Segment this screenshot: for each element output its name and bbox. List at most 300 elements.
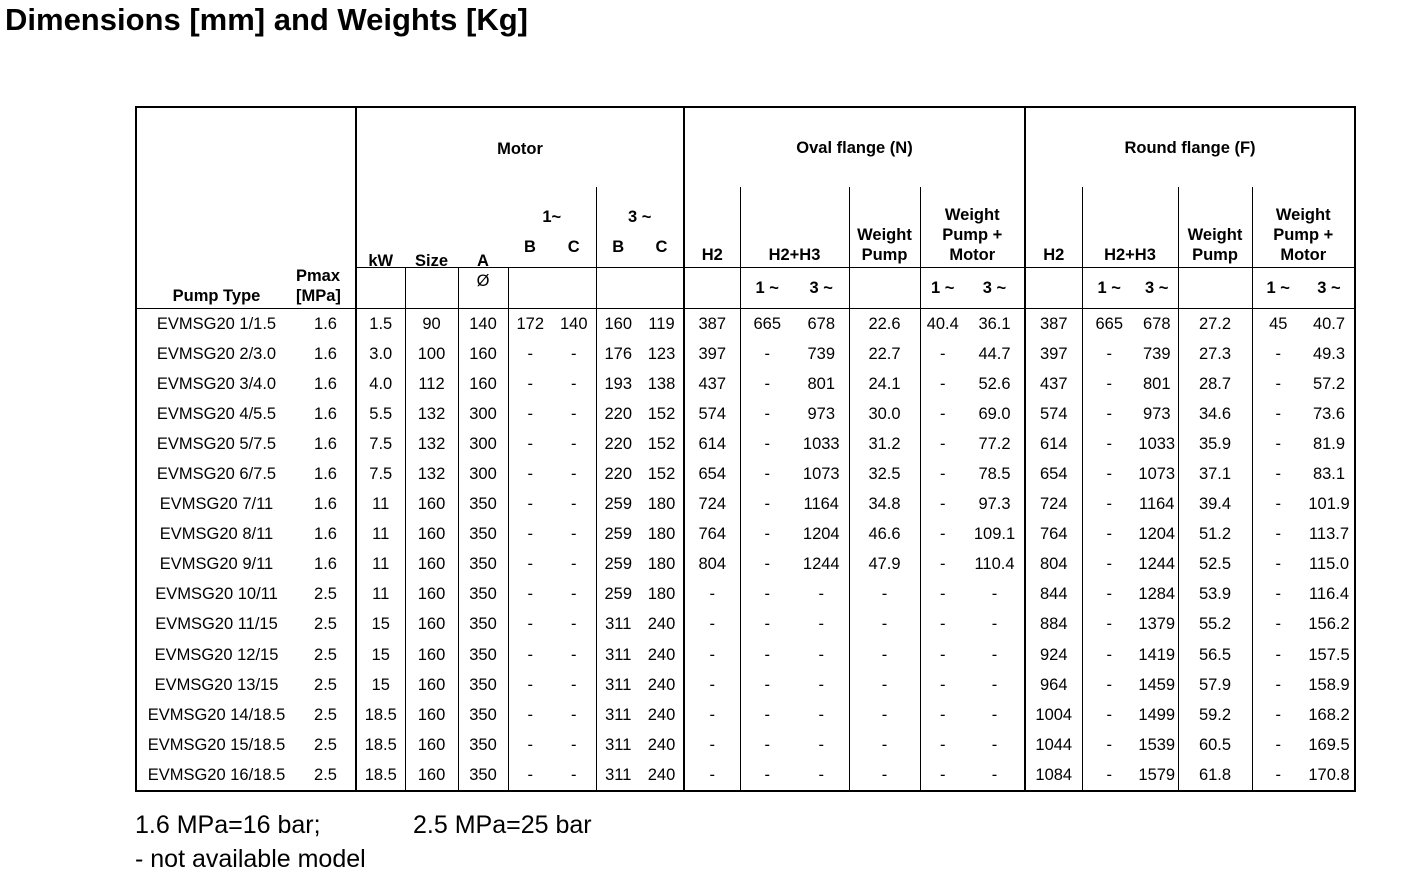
- cell-oval-h2h3-3: 1164: [803, 495, 839, 514]
- cell-round-h2h3-1: -: [1082, 730, 1136, 760]
- cell-round-h2h3-1: -: [1082, 399, 1136, 429]
- cell-b-1phase: -: [508, 549, 552, 579]
- cell-oval-wpm-1: -: [920, 519, 965, 549]
- cell-kw: 5.5: [356, 399, 405, 429]
- table-row: [136, 489, 1355, 519]
- cell-round-h2h3-1: -: [1082, 609, 1136, 639]
- cell-b-3phase: 311: [596, 700, 640, 730]
- note-not-available: - not available model: [135, 845, 366, 873]
- cell-oval-wpm-3: 78.5: [978, 465, 1011, 484]
- cell-c-3phase: 240: [647, 765, 676, 784]
- cell-round-weight-pump: 39.4: [1178, 489, 1252, 519]
- cell-c-3phase: 123: [647, 344, 676, 363]
- header-oval-weight-pump-motor: Weight Pump + Motor: [920, 187, 1025, 267]
- cell-oval-weight-pump: -: [849, 609, 920, 639]
- cell-oval-wpm-1: -: [920, 579, 965, 609]
- cell-b-3phase: 259: [596, 549, 640, 579]
- cell-round-wpm-1: 45: [1252, 308, 1304, 339]
- header-pmax-label: Pmax: [296, 266, 341, 285]
- cell-pump-type: EVMSG20 10/11: [155, 585, 278, 604]
- cell-pmax: 2.5: [314, 585, 337, 604]
- table-row: [136, 700, 1355, 730]
- cell-round-wpm-1: -: [1252, 609, 1304, 639]
- cell-a: 350: [458, 640, 508, 670]
- cell-b-1phase: -: [508, 579, 552, 609]
- header-pump-type: Pump Type: [172, 286, 261, 305]
- cell-c-3phase: 240: [647, 675, 676, 694]
- cell-round-h2h3-3: 1284: [1138, 585, 1176, 604]
- cell-round-h2: 1044: [1025, 730, 1082, 760]
- cell-pmax: 1.6: [314, 344, 337, 363]
- header-motor-1phase-b: B: [524, 237, 536, 256]
- cell-size: 132: [405, 459, 458, 489]
- cell-b-1phase: -: [508, 519, 552, 549]
- cell-b-3phase: 311: [596, 609, 640, 639]
- cell-size: 160: [405, 760, 458, 791]
- cell-oval-wpm-1: -: [920, 760, 965, 791]
- cell-pump-type: EVMSG20 3/4.0: [156, 374, 277, 393]
- cell-oval-wpm-1: -: [920, 489, 965, 519]
- cell-round-weight-pump: 53.9: [1178, 579, 1252, 609]
- header-motor-1phase-c: C: [567, 237, 580, 256]
- cell-round-h2h3-1: -: [1082, 700, 1136, 730]
- cell-oval-h2: -: [684, 730, 740, 760]
- cell-pmax: 2.5: [314, 705, 337, 724]
- cell-kw: 3.0: [356, 339, 405, 369]
- header-pmax: [296, 107, 356, 308]
- cell-round-h2: 804: [1025, 549, 1082, 579]
- cell-pmax: 1.6: [314, 434, 337, 453]
- cell-round-wpm-3: 156.2: [1308, 615, 1350, 634]
- cell-c-3phase: 180: [647, 585, 676, 604]
- cell-round-h2h3-3: 801: [1142, 374, 1171, 393]
- cell-c-3phase: 152: [647, 434, 676, 453]
- cell-kw: 18.5: [356, 700, 405, 730]
- cell-round-h2: 437: [1025, 369, 1082, 399]
- cell-size: 160: [405, 700, 458, 730]
- cell-oval-h2h3-3: -: [818, 705, 824, 724]
- cell-pmax: 2.5: [314, 765, 337, 784]
- cell-pump-type: EVMSG20 6/7.5: [156, 465, 277, 484]
- cell-size: 160: [405, 579, 458, 609]
- cell-c-3phase: 180: [647, 555, 676, 574]
- header-oval-wpm-3: 3 ~: [965, 267, 1025, 308]
- cell-b-1phase: 172: [508, 308, 552, 339]
- cell-pump-type: EVMSG20 1/1.5: [136, 308, 296, 339]
- cell-round-h2h3-1: -: [1082, 549, 1136, 579]
- cell-oval-h2h3-1: -: [740, 549, 794, 579]
- cell-b-1phase: -: [508, 760, 552, 791]
- table-row: [136, 339, 1355, 369]
- header-motor-3phase: 3 ~: [596, 187, 684, 227]
- cell-oval-h2h3-1: -: [740, 339, 794, 369]
- cell-kw: 18.5: [356, 730, 405, 760]
- cell-round-h2: 397: [1025, 339, 1082, 369]
- cell-round-h2: 884: [1025, 609, 1082, 639]
- cell-oval-weight-pump: -: [849, 640, 920, 670]
- cell-oval-h2: -: [684, 760, 740, 791]
- cell-b-3phase: 259: [596, 579, 640, 609]
- cell-round-h2h3-3: 1073: [1138, 465, 1176, 484]
- cell-oval-wpm-3: -: [991, 735, 998, 754]
- cell-c-3phase: 240: [647, 735, 676, 754]
- cell-size: 160: [405, 519, 458, 549]
- cell-kw: 7.5: [356, 429, 405, 459]
- cell-c-1phase: -: [571, 645, 577, 664]
- cell-round-wpm-3: 157.5: [1308, 645, 1350, 664]
- cell-round-h2h3-3: 1499: [1138, 705, 1176, 724]
- cell-round-h2h3-3: 1204: [1138, 525, 1176, 544]
- cell-c-1phase: 140: [552, 308, 596, 339]
- cell-round-wpm-1: -: [1252, 760, 1304, 791]
- cell-c-1phase: -: [571, 525, 577, 544]
- cell-b-3phase: 259: [596, 489, 640, 519]
- cell-oval-wpm-3: 44.7: [978, 344, 1011, 363]
- cell-oval-weight-pump: -: [849, 730, 920, 760]
- header-motor-3phase-spacer: [596, 267, 684, 308]
- cell-oval-weight-pump: 30.0: [849, 399, 920, 429]
- cell-a: 160: [458, 339, 508, 369]
- cell-pmax: 1.6: [314, 495, 337, 514]
- cell-oval-wpm-3: 77.2: [978, 434, 1011, 453]
- cell-round-h2h3-3: 1164: [1139, 495, 1175, 514]
- cell-round-wpm-1: -: [1252, 549, 1304, 579]
- cell-round-wpm-1: -: [1252, 640, 1304, 670]
- cell-oval-h2: 437: [684, 369, 740, 399]
- cell-b-3phase: 311: [596, 670, 640, 700]
- cell-round-h2: 724: [1025, 489, 1082, 519]
- cell-a: 350: [458, 519, 508, 549]
- table-row: [136, 730, 1355, 760]
- page-title: Dimensions [mm] and Weights [Kg]: [5, 2, 529, 37]
- cell-a: 350: [458, 670, 508, 700]
- cell-pmax: 2.5: [314, 615, 337, 634]
- cell-b-1phase: -: [508, 640, 552, 670]
- cell-oval-h2h3-3: 678: [794, 308, 849, 339]
- cell-pump-type: EVMSG20 14/18.5: [147, 705, 286, 724]
- cell-round-weight-pump: 51.2: [1178, 519, 1252, 549]
- cell-round-wpm-3: 73.6: [1312, 404, 1346, 423]
- cell-b-1phase: -: [508, 609, 552, 639]
- cell-c-3phase: 240: [647, 645, 676, 664]
- cell-oval-weight-pump: 34.8: [849, 489, 920, 519]
- note-pressure-25: 2.5 MPa=25 bar: [413, 811, 592, 839]
- cell-round-h2: 924: [1025, 640, 1082, 670]
- note-pressure-16: 1.6 MPa=16 bar;: [135, 811, 321, 839]
- cell-kw: 11: [356, 489, 405, 519]
- cell-oval-h2h3-1: -: [740, 459, 794, 489]
- cell-pump-type: EVMSG20 4/5.5: [156, 404, 277, 423]
- cell-pump-type: EVMSG20 12/15: [154, 645, 279, 664]
- cell-oval-h2: -: [684, 609, 740, 639]
- cell-a: 300: [458, 459, 508, 489]
- cell-pump-type: EVMSG20 9/11: [159, 555, 274, 574]
- cell-kw: 7.5: [356, 459, 405, 489]
- cell-round-wpm-3: 57.2: [1312, 374, 1346, 393]
- cell-oval-h2h3-1: -: [740, 489, 794, 519]
- cell-b-1phase: -: [508, 429, 552, 459]
- cell-oval-h2h3-1: -: [740, 609, 794, 639]
- cell-round-h2h3-1: -: [1082, 579, 1136, 609]
- cell-oval-wpm-3: -: [991, 645, 998, 664]
- table-body: [136, 308, 1355, 791]
- cell-oval-wpm-1: -: [920, 339, 965, 369]
- cell-round-weight-pump: 34.6: [1178, 399, 1252, 429]
- header-oval-h2-spacer: [684, 267, 740, 308]
- cell-round-wpm-3: 81.9: [1312, 434, 1346, 453]
- header-round-wpm-1: 1 ~: [1252, 267, 1304, 308]
- table-row: [136, 429, 1355, 459]
- cell-round-h2h3-1: -: [1082, 640, 1136, 670]
- cell-oval-wpm-3: 110.4: [974, 555, 1015, 574]
- header-motor-3phase-c: C: [655, 237, 668, 256]
- cell-oval-wpm-3: 69.0: [978, 404, 1011, 423]
- cell-pump-type: EVMSG20 2/3.0: [156, 344, 277, 363]
- cell-c-3phase: 240: [647, 705, 676, 724]
- cell-oval-h2h3-3: -: [818, 735, 824, 754]
- cell-size: 160: [405, 670, 458, 700]
- cell-oval-wpm-3: -: [991, 585, 998, 604]
- table-row: [136, 308, 1355, 339]
- cell-oval-h2h3-3: 739: [807, 344, 836, 363]
- cell-oval-h2: 574: [684, 399, 740, 429]
- cell-c-1phase: -: [571, 495, 577, 514]
- cell-round-wpm-3: 83.1: [1312, 465, 1346, 484]
- cell-oval-h2h3-1: -: [740, 519, 794, 549]
- cell-pmax: 1.6: [314, 525, 337, 544]
- cell-pmax: 1.6: [314, 465, 337, 484]
- header-motor-3phase-b: B: [596, 227, 640, 267]
- cell-round-h2h3-3: 1244: [1138, 555, 1176, 574]
- cell-oval-weight-pump: -: [849, 700, 920, 730]
- cell-a: 350: [458, 700, 508, 730]
- header-oval-weight-spacer: [849, 267, 920, 308]
- header-round-h2h3-1: 1 ~: [1082, 267, 1136, 308]
- cell-oval-h2: 397: [684, 339, 740, 369]
- cell-c-1phase: -: [571, 555, 577, 574]
- cell-size: 160: [405, 489, 458, 519]
- cell-a: 160: [458, 369, 508, 399]
- cell-pump-type: EVMSG20 5/7.5: [156, 434, 277, 453]
- cell-size: 90: [405, 308, 458, 339]
- header-motor: Motor: [356, 107, 684, 187]
- header-round-weight-spacer: [1178, 267, 1252, 308]
- cell-b-1phase: -: [508, 369, 552, 399]
- cell-pmax: 2.5: [314, 645, 337, 664]
- cell-pump-type: EVMSG20 13/15: [154, 675, 279, 694]
- cell-size: 160: [405, 609, 458, 639]
- cell-round-wpm-3: 169.5: [1308, 735, 1350, 754]
- cell-c-3phase: 180: [647, 495, 676, 514]
- header-oval-h2: H2: [684, 187, 740, 267]
- cell-oval-h2h3-1: 665: [740, 308, 794, 339]
- table-row: [136, 399, 1355, 429]
- header-oval-weight-pump: Weight Pump: [849, 187, 920, 267]
- cell-oval-h2h3-3: 1073: [802, 465, 840, 484]
- cell-b-3phase: 259: [596, 519, 640, 549]
- cell-oval-h2: -: [684, 579, 740, 609]
- cell-c-3phase: 180: [647, 525, 676, 544]
- cell-round-wpm-3: 116.4: [1308, 585, 1350, 604]
- cell-oval-weight-pump: 46.6: [849, 519, 920, 549]
- cell-round-weight-pump: 35.9: [1178, 429, 1252, 459]
- cell-oval-wpm-1: -: [920, 369, 965, 399]
- table-row: [136, 579, 1355, 609]
- cell-oval-h2h3-1: -: [740, 670, 794, 700]
- cell-round-h2h3-1: -: [1082, 760, 1136, 791]
- cell-oval-wpm-1: -: [920, 700, 965, 730]
- header-round-wpm-3: 3 ~: [1304, 267, 1355, 308]
- cell-round-weight-pump: 59.2: [1178, 700, 1252, 730]
- cell-round-wpm-1: -: [1252, 399, 1304, 429]
- cell-oval-h2: -: [684, 640, 740, 670]
- cell-oval-h2h3-1: -: [740, 399, 794, 429]
- cell-oval-wpm-1: -: [920, 609, 965, 639]
- cell-oval-wpm-3: 97.3: [978, 495, 1011, 514]
- cell-round-h2: 844: [1025, 579, 1082, 609]
- cell-oval-h2h3-3: -: [818, 675, 824, 694]
- cell-oval-h2: -: [684, 700, 740, 730]
- cell-oval-weight-pump: 22.7: [849, 339, 920, 369]
- cell-round-h2: 614: [1025, 429, 1082, 459]
- cell-oval-weight-pump: 32.5: [849, 459, 920, 489]
- cell-oval-wpm-3: -: [991, 675, 998, 694]
- cell-pmax: 1.6: [314, 374, 337, 393]
- cell-oval-h2h3-1: -: [740, 640, 794, 670]
- cell-oval-wpm-1: -: [920, 640, 965, 670]
- cell-b-3phase: 160: [596, 308, 640, 339]
- cell-round-h2: 764: [1025, 519, 1082, 549]
- cell-round-wpm-1: -: [1252, 339, 1304, 369]
- cell-round-weight-pump: 57.9: [1178, 670, 1252, 700]
- cell-round-weight-pump: 37.1: [1178, 459, 1252, 489]
- cell-round-h2h3-3: 1579: [1138, 765, 1176, 784]
- cell-oval-weight-pump: 31.2: [849, 429, 920, 459]
- cell-oval-h2: 654: [684, 459, 740, 489]
- cell-round-wpm-1: -: [1252, 519, 1304, 549]
- cell-pmax: 2.5: [314, 675, 337, 694]
- cell-b-3phase: 311: [596, 640, 640, 670]
- cell-round-weight-pump: 61.8: [1178, 760, 1252, 791]
- cell-kw: 11: [356, 579, 405, 609]
- cell-b-1phase: -: [508, 730, 552, 760]
- header-a-label: A: [477, 251, 489, 270]
- cell-c-1phase: -: [571, 344, 577, 363]
- footnotes: [135, 808, 592, 876]
- cell-oval-weight-pump: -: [849, 579, 920, 609]
- cell-b-3phase: 220: [596, 429, 640, 459]
- dimensions-table: [135, 106, 1356, 792]
- cell-oval-h2h3-3: 1033: [802, 434, 840, 453]
- cell-oval-h2h3-3: -: [818, 645, 824, 664]
- cell-size: 160: [405, 730, 458, 760]
- table-row: [136, 760, 1355, 791]
- cell-round-weight-pump: 60.5: [1178, 730, 1252, 760]
- cell-round-h2h3-3: 1419: [1138, 645, 1176, 664]
- cell-round-wpm-1: -: [1252, 429, 1304, 459]
- cell-round-h2h3-1: -: [1082, 429, 1136, 459]
- cell-c-1phase: -: [571, 434, 577, 453]
- cell-oval-wpm-1: -: [920, 429, 965, 459]
- cell-a: 300: [458, 399, 508, 429]
- cell-pmax: 1.6: [314, 555, 337, 574]
- cell-size: 132: [405, 429, 458, 459]
- cell-round-wpm-3: 115.0: [1308, 555, 1350, 574]
- cell-round-wpm-1: -: [1252, 700, 1304, 730]
- cell-round-h2h3-1: -: [1082, 369, 1136, 399]
- cell-round-wpm-1: -: [1252, 489, 1304, 519]
- cell-round-wpm-3: 158.9: [1308, 675, 1350, 694]
- cell-round-weight-pump: 52.5: [1178, 549, 1252, 579]
- header-oval-wpm-1: 1 ~: [920, 267, 965, 308]
- cell-round-h2: 1004: [1025, 700, 1082, 730]
- cell-a: 350: [458, 549, 508, 579]
- cell-round-h2h3-3: 1379: [1138, 615, 1176, 634]
- cell-round-h2h3-3: 1033: [1138, 434, 1176, 453]
- cell-oval-h2: 387: [684, 308, 740, 339]
- cell-kw: 15: [356, 609, 405, 639]
- cell-c-1phase: -: [571, 465, 577, 484]
- cell-pmax: 2.5: [314, 735, 337, 754]
- cell-oval-wpm-3: -: [991, 705, 998, 724]
- cell-a: 350: [458, 730, 508, 760]
- cell-kw: 11: [356, 549, 405, 579]
- header-round-h2: H2: [1025, 187, 1082, 267]
- cell-oval-wpm-3: 109.1: [973, 525, 1016, 544]
- header-round-flange: Round flange (F): [1025, 107, 1355, 187]
- cell-b-3phase: 220: [596, 399, 640, 429]
- header-round-weight-pump: Weight Pump: [1178, 187, 1252, 267]
- cell-round-wpm-1: -: [1252, 369, 1304, 399]
- cell-oval-h2: -: [684, 670, 740, 700]
- cell-c-3phase: 138: [647, 374, 676, 393]
- cell-oval-wpm-1: -: [920, 459, 965, 489]
- header-a: [458, 251, 508, 308]
- cell-b-3phase: 311: [596, 730, 640, 760]
- cell-c-1phase: -: [571, 705, 577, 724]
- cell-a: 350: [458, 579, 508, 609]
- cell-round-wpm-3: 113.7: [1308, 525, 1350, 544]
- cell-b-1phase: -: [508, 489, 552, 519]
- cell-round-wpm-3: 168.2: [1308, 705, 1350, 724]
- cell-kw: 11: [356, 519, 405, 549]
- cell-oval-h2h3-3: 1244: [802, 555, 840, 574]
- table-row: [136, 549, 1355, 579]
- cell-round-h2h3-3: 1539: [1138, 735, 1176, 754]
- cell-b-3phase: 193: [596, 369, 640, 399]
- header-oval-h2h3: H2+H3: [740, 187, 849, 267]
- cell-pump-type: EVMSG20 7/11: [159, 495, 274, 514]
- cell-oval-weight-pump: 24.1: [849, 369, 920, 399]
- cell-size: 132: [405, 399, 458, 429]
- cell-round-h2h3-3: 1459: [1138, 675, 1176, 694]
- table-row: [136, 640, 1355, 670]
- cell-oval-h2: 764: [684, 519, 740, 549]
- cell-round-h2: 387: [1025, 308, 1082, 339]
- cell-size: 100: [405, 339, 458, 369]
- cell-round-weight-pump: 56.5: [1178, 640, 1252, 670]
- cell-oval-h2h3-3: 801: [807, 374, 836, 393]
- cell-oval-h2h3-1: -: [740, 700, 794, 730]
- cell-oval-wpm-3: -: [991, 765, 998, 784]
- cell-round-h2h3-1: -: [1082, 519, 1136, 549]
- header-round-h2-spacer: [1025, 267, 1082, 308]
- cell-oval-h2h3-3: -: [818, 615, 824, 634]
- header-a-diameter: Ø: [476, 271, 490, 290]
- table-row: [136, 369, 1355, 399]
- cell-a: 140: [458, 308, 508, 339]
- cell-oval-wpm-1: -: [920, 730, 965, 760]
